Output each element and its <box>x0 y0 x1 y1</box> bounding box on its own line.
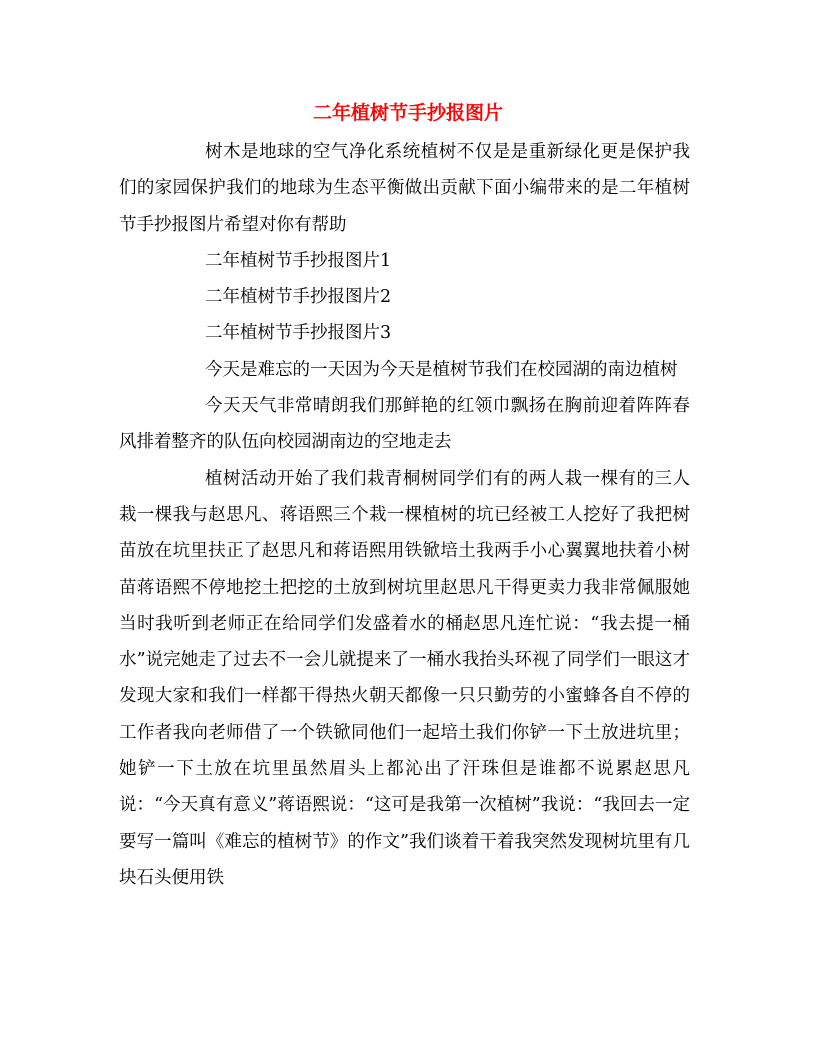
document-title: 二年植树节手抄报图片 <box>312 102 503 124</box>
paragraph-weather: 今天天气非常晴朗我们那鲜艳的红领巾飘扬在胸前迎着阵阵春风排着整齐的队伍向校园湖南边的空地走去 <box>119 396 690 453</box>
paragraph-image-caption-1: 二年植树节手抄报图片1 <box>205 250 392 271</box>
paragraph-planting-activity: 植树活动开始了我们栽青桐树同学们有的两人栽一棵有的三人栽一棵我与赵思凡、蒋语熙三个栽一棵植树的坑已经被工人挖好了我把树苗放在坑里扶正了赵思凡和蒋语熙用铁锨培土我两手小心翼翼地扶着小树苗蒋语熙不停地挖土把挖的土放到树坑里赵思凡干得更卖力我非常佩服她当时我听到老师正在给同学们发盛着水的桶赵思凡连忙说：“我去提一桶水”说完她走了过去不一会儿就提来了一桶水我抬头环视了同学们一眼这才发现大家和我们一样都干得热火朝天都像一只只勤劳的小蜜蜂各自不停的工作者我向老师借了一个铁锨同他们一起培土我们你铲一下土放进坑里；她铲一下土放在坑里虽然眉头上都沁出了汗珠但是谁都不说累赵思凡说：“今天真有意义”蒋语熙说：“这可是我第一次植树”我说：“我回去一定要写一篇叫《难忘的植树节》的作文”我们谈着干着我突然发现树坑里有几块石头便用铁 <box>119 468 690 888</box>
document-body <box>119 134 690 896</box>
paragraph-image-caption-2: 二年植树节手抄报图片2 <box>205 287 392 308</box>
paragraph-image-caption-3: 二年植树节手抄报图片3 <box>205 323 392 344</box>
paragraph-intro: 树木是地球的空气净化系统植树不仅是是重新绿化更是保护我们的家园保护我们的地球为生态平衡做出贡献下面小编带来的是二年植树节手抄报图片希望对你有帮助 <box>119 142 690 235</box>
paragraph-memorable-day: 今天是难忘的一天因为今天是植树节我们在校园湖的南边植树 <box>205 359 678 380</box>
